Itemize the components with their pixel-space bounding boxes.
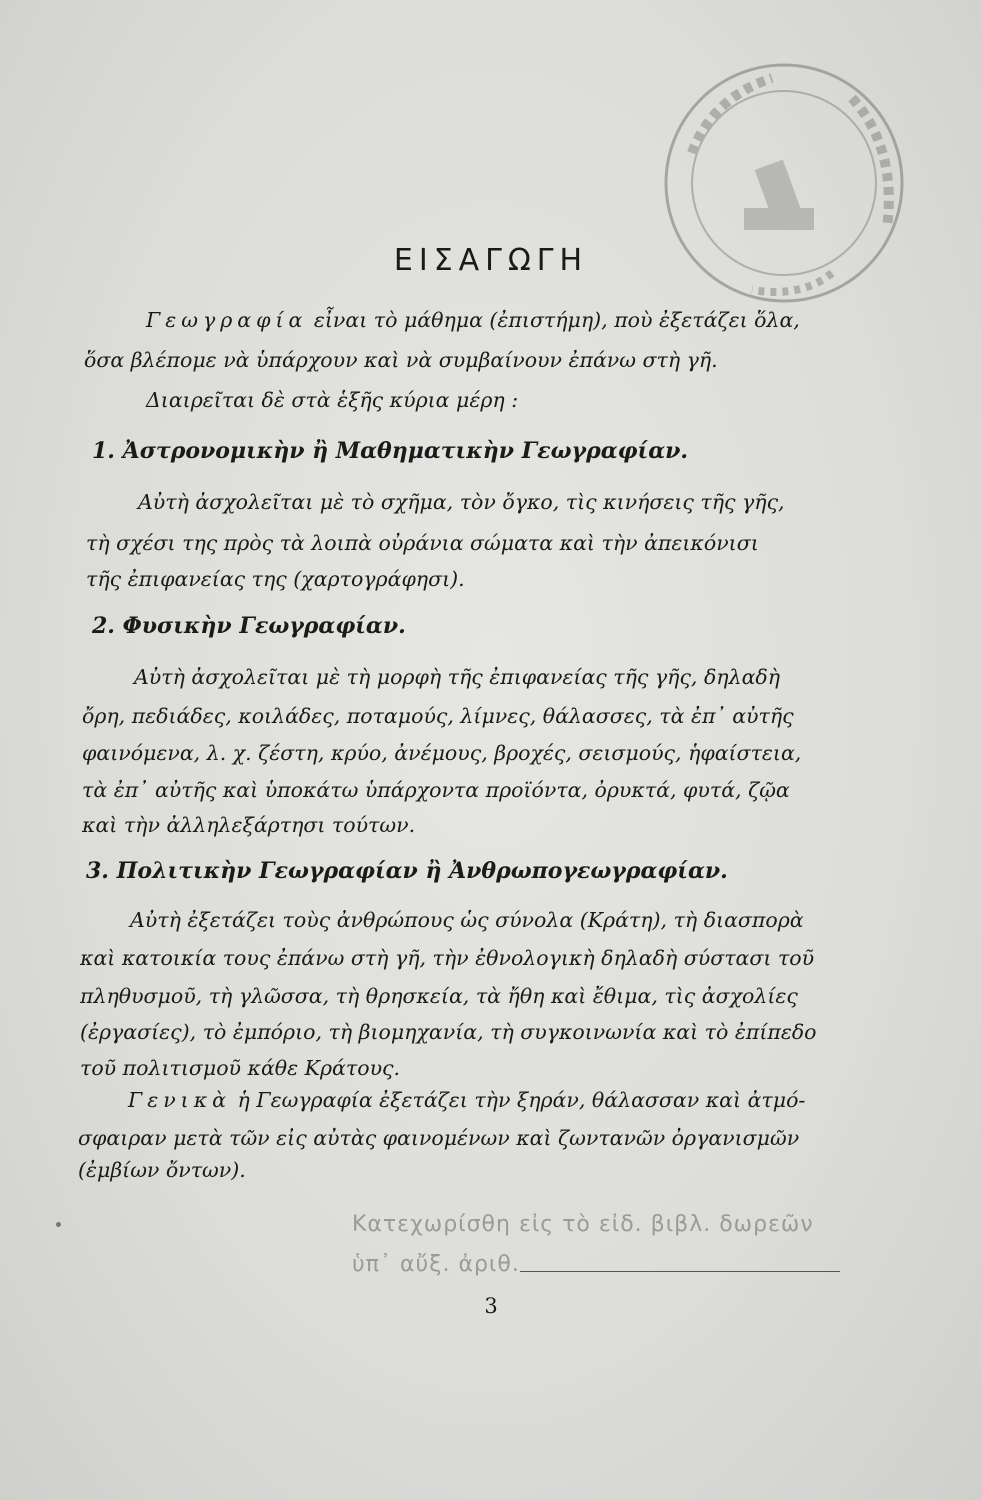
closing-line-1-rest: ἡ Γεωγραφία ἐξετάζει τὴν ξηράν, θάλασσαν καὶ ἀτμό-: [237, 1088, 806, 1112]
intro-line-1-rest: εἶναι τὸ μάθημα (ἐπιστήμη), ποὺ ἐξετάζει ὅλα,: [313, 308, 800, 332]
section-3-line: τοῦ πολιτισμοῦ κάθε Κράτους.: [80, 1056, 401, 1080]
closing-line-1: [128, 1090, 805, 1111]
section-3-line: καὶ κατοικία τους ἐπάνω στὴ γῆ, τὴν ἐθνολογικὴ δηλαδὴ σύστασι τοῦ: [80, 946, 815, 970]
page-title: ΕΙΣΑΓΩΓΗ: [393, 243, 589, 278]
registration-note-underline: [520, 1271, 840, 1272]
registration-note-line-2: ὑπ᾽ αὔξ. ἀριθ.: [352, 1252, 520, 1277]
intro-line-1: [146, 310, 800, 331]
section-3-line: Αὐτὴ ἐξετάζει τοὺς ἀνθρώπους ὡς σύνολα (Κράτη), τὴ διασπορὰ: [130, 908, 804, 932]
section-2-heading: 2. Φυσικὴν Γεωγραφίαν.: [92, 613, 406, 639]
page-number: 3: [484, 1294, 498, 1318]
section-1-heading: 1. Ἀστρονομικὴν ἢ Μαθηματικὴν Γεωγραφίαν.: [92, 438, 689, 464]
section-3-line: (ἐργασίες), τὸ ἐμπόριο, τὴ βιομηχανία, τὴ συγκοινωνία καὶ τὸ ἐπίπεδο: [80, 1020, 817, 1044]
intro-line-3: Διαιρεῖται δὲ στὰ ἑξῆς κύρια μέρη :: [146, 388, 519, 412]
section-1-line: τὴ σχέσι της πρὸς τὰ λοιπὰ οὐράνια σώματα καὶ τὴν ἀπεικόνισι: [86, 531, 759, 555]
closing-line-2: σφαιραν μετὰ τῶν εἰς αὐτὰς φαινομένων καὶ ζωντανῶν ὀργανισμῶν: [78, 1126, 800, 1150]
section-3-heading: 3. Πολιτικὴν Γεωγραφίαν ἢ Ἀνθρωπογεωγραφίαν.: [86, 858, 728, 884]
section-1-line: τῆς ἐπιφανείας της (χαρτογράφησι).: [86, 567, 465, 591]
section-2-line: Αὐτὴ ἀσχολεῖται μὲ τὴ μορφὴ τῆς ἐπιφανείας τῆς γῆς, δηλαδὴ: [134, 665, 781, 689]
section-2-line: τὰ ἐπ᾽ αὐτῆς καὶ ὑποκάτω ὑπάρχοντα προϊόντα, ὀρυκτά, φυτά, ζῷα: [82, 778, 790, 802]
section-2-line: καὶ τὴν ἀλληλεξάρτησι τούτων.: [82, 813, 416, 837]
closing-lead-word: Γενικὰ: [128, 1088, 232, 1112]
section-3-line: πληθυσμοῦ, τὴ γλῶσσα, τὴ θρησκεία, τὰ ἤθη καὶ ἔθιμα, τὶς ἀσχολίες: [80, 984, 798, 1008]
section-2-line: ὄρη, πεδιάδες, κοιλάδες, ποταμούς, λίμνες, θάλασσες, τὰ ἐπ᾽ αὐτῆς: [82, 704, 794, 728]
intro-lead-word: Γεωγραφία: [146, 308, 308, 332]
section-1-line: Αὐτὴ ἀσχολεῖται μὲ τὸ σχῆμα, τὸν ὄγκο, τὶς κινήσεις τῆς γῆς,: [138, 490, 785, 514]
ink-dot: [56, 1222, 61, 1227]
closing-line-3: (ἐμβίων ὄντων).: [78, 1158, 246, 1182]
section-2-line: φαινόμενα, λ. χ. ζέστη, κρύο, ἀνέμους, βροχές, σεισμούς, ἡφαίστεια,: [82, 741, 802, 765]
intro-line-2: ὅσα βλέπομε νὰ ὑπάρχουν καὶ νὰ συμβαίνουν ἐπάνω στὴ γῆ.: [84, 348, 718, 372]
registration-note-line-1: Κατεχωρίσθη εἰς τὸ εἰδ. βιβλ. δωρεῶν: [352, 1212, 814, 1237]
